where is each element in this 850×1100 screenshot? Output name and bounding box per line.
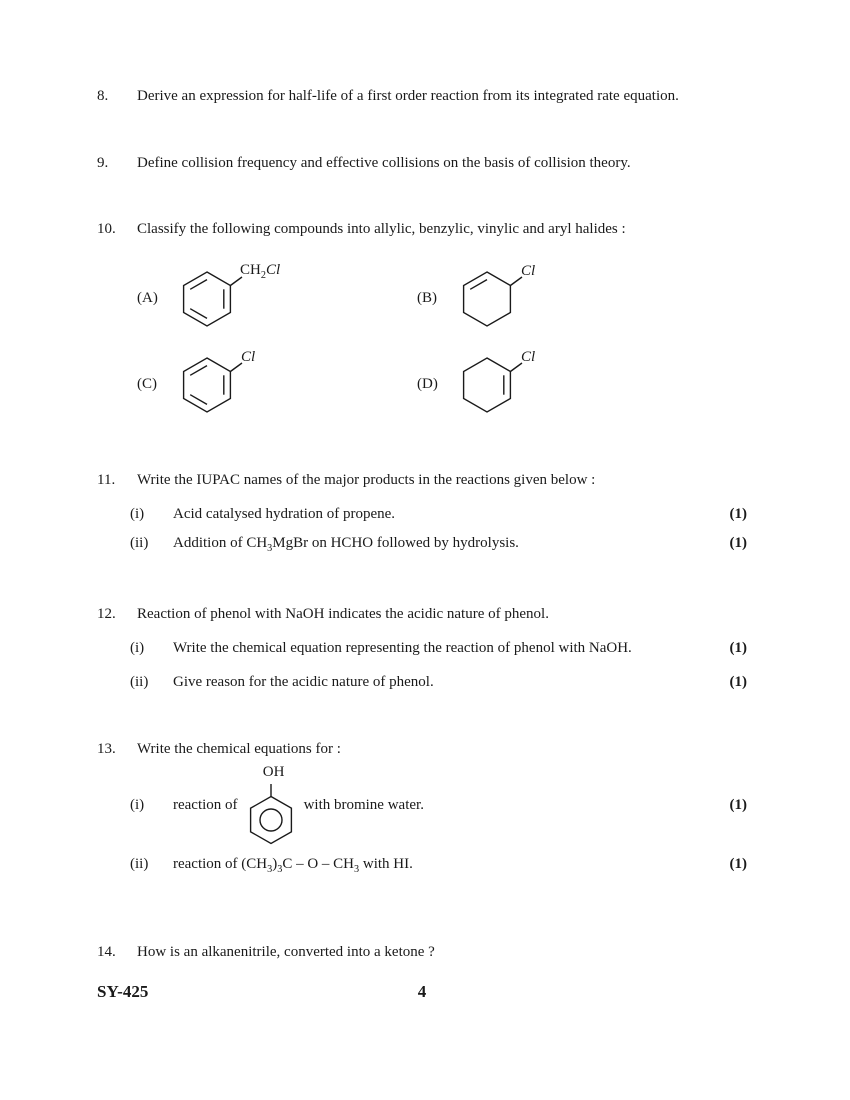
item-text-pre: reaction of <box>173 797 238 813</box>
structure-a <box>137 262 417 329</box>
question-number: 12. <box>97 606 116 622</box>
question-8 <box>97 84 747 108</box>
question-number: 9. <box>97 155 109 171</box>
question-12 <box>97 602 747 626</box>
formula-label: Cl <box>521 263 536 279</box>
item-text: reaction of $(CH_3)_3C$ – O – $CH_3$ with HI. <box>173 856 413 875</box>
question-text: How is an alkanenitrile, converted into a ketone ? <box>137 944 435 960</box>
cyclohexene-vinylic-cl-structure <box>458 353 524 415</box>
marks-badge: (1) <box>729 674 747 690</box>
item-number: (ii) <box>130 856 149 872</box>
item-text: Write the chemical equation representing the reaction of phenol with NaOH. <box>173 640 632 656</box>
item-number: (i) <box>130 797 145 813</box>
question-text: Reaction of phenol with NaOH indicates the acidic nature of phenol. <box>137 606 549 622</box>
question-14 <box>97 940 747 964</box>
structure-b <box>417 263 536 329</box>
marks-badge: (1) <box>729 535 747 551</box>
structure-label: (D) <box>417 376 438 392</box>
question-11-item-i <box>130 502 747 526</box>
page-number: 4 <box>417 982 427 1001</box>
question-number: 11. <box>97 472 116 488</box>
marks-badge: (1) <box>729 506 747 522</box>
structure-c <box>137 349 417 415</box>
question-number: 8. <box>97 88 109 104</box>
structure-drawing <box>178 349 256 415</box>
item-text: Addition of $CH_3MgBr$ on HCHO followed by hydrolysis. <box>173 535 519 554</box>
formula-label: Cl <box>241 349 256 365</box>
structure-drawing <box>458 263 536 329</box>
hydroxyl-label: OH <box>262 764 285 780</box>
cyclohexene-allylic-cl-structure <box>458 267 524 329</box>
phenol-structure <box>247 765 295 845</box>
structures-row-1 <box>137 262 747 329</box>
question-12-item-i <box>130 636 747 660</box>
question-number: 14. <box>97 944 116 960</box>
benzene-ring-cl-structure <box>178 353 244 415</box>
item-number: (ii) <box>130 535 149 551</box>
question-text: Derive an expression for half-life of a first order reaction from its integrated rate equation. <box>137 88 679 104</box>
item-text-post: with bromine water. <box>303 797 424 813</box>
question-11 <box>97 468 747 492</box>
question-13 <box>97 737 747 761</box>
structures-row-2 <box>137 349 747 415</box>
question-13-item-i <box>130 763 747 847</box>
question-text: Write the chemical equations for : <box>137 741 341 757</box>
structure-drawing <box>178 262 281 329</box>
question-12-item-ii <box>130 670 747 694</box>
question-text: Write the IUPAC names of the major products in the reactions given below : <box>137 472 596 488</box>
structure-drawing <box>458 349 536 415</box>
question-text: Define collision frequency and effective collisions on the basis of collision theory. <box>137 155 631 171</box>
item-text: Give reason for the acidic nature of phenol. <box>173 674 434 690</box>
formula-label: $CH_2Cl$ <box>240 262 281 281</box>
question-13-item-ii <box>130 852 747 876</box>
benzene-ring-ch2cl-structure <box>178 267 244 329</box>
item-number: (i) <box>130 640 145 656</box>
page-content <box>97 0 747 1004</box>
formula-label: Cl <box>521 349 536 365</box>
item-number: (ii) <box>130 674 149 690</box>
structure-label: (A) <box>137 290 158 306</box>
question-10 <box>97 217 747 241</box>
item-text: Acid catalysed hydration of propene. <box>173 506 396 522</box>
marks-badge: (1) <box>729 856 747 872</box>
marks-badge: (1) <box>729 640 747 656</box>
structure-label: (B) <box>417 290 437 306</box>
question-number: 13. <box>97 741 116 757</box>
question-number: 10. <box>97 221 116 237</box>
structure-label: (C) <box>137 376 157 392</box>
question-9 <box>97 151 747 175</box>
item-number: (i) <box>130 506 145 522</box>
paper-code: SY-425 <box>97 982 149 1001</box>
marks-badge: (1) <box>729 797 747 813</box>
structure-d <box>417 349 536 415</box>
question-text: Classify the following compounds into allylic, benzylic, vinylic and aryl halides : <box>137 221 626 237</box>
question-11-item-ii <box>130 531 747 555</box>
page-footer <box>97 980 747 1004</box>
phenol-ring-structure <box>247 783 295 845</box>
